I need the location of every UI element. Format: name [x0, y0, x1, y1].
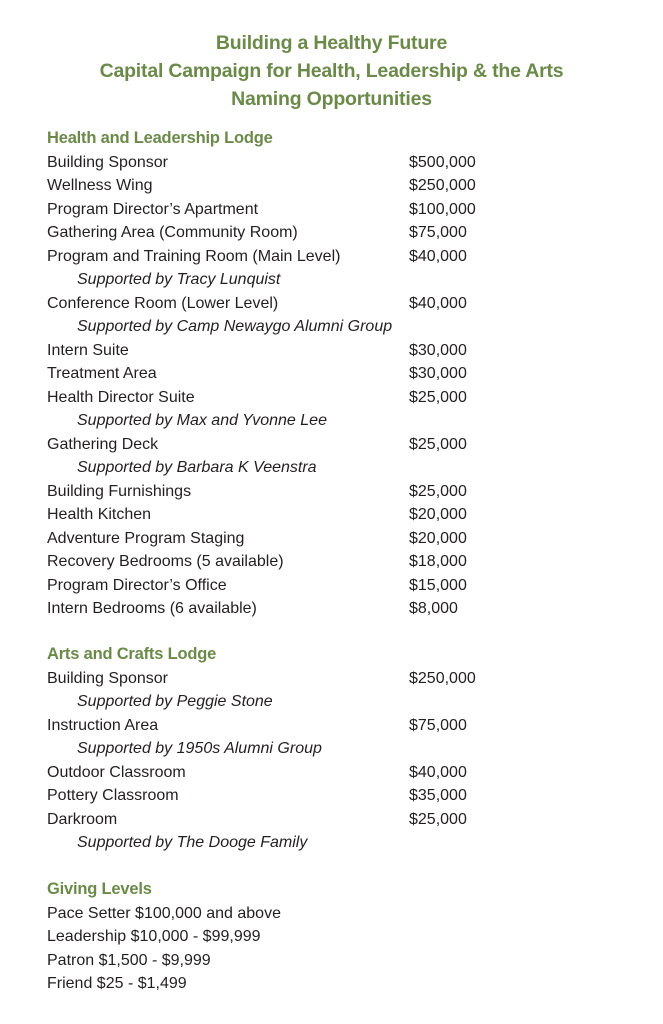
opportunity-name: Conference Room (Lower Level)	[47, 294, 279, 312]
naming-opportunity-row	[47, 221, 567, 245]
campaign-subtitle: Capital Campaign for Health, Leadership & the Arts	[99, 60, 564, 82]
page-header	[0, 29, 663, 113]
opportunity-price: $25,000	[409, 388, 467, 406]
naming-opportunity-row	[47, 714, 567, 738]
giving-level-item: Pace Setter $100,000 and above	[47, 904, 281, 922]
opportunity-price: $250,000	[409, 177, 476, 194]
naming-opportunity-row	[47, 761, 567, 785]
opportunity-price: $15,000	[409, 576, 467, 594]
supporter-note	[47, 456, 567, 480]
supporter-note	[47, 690, 567, 714]
naming-opportunity-row	[47, 527, 567, 551]
opportunity-price: $40,000	[409, 294, 467, 312]
opportunity-price: $40,000	[409, 247, 467, 265]
giving-level-item: Patron $1,500 - $9,999	[47, 951, 211, 969]
giving-level-item: Friend $25 - $1,499	[47, 975, 187, 992]
health-lodge-list	[47, 151, 567, 621]
supporter-name: Supported by Max and Yvonne Lee	[77, 412, 327, 429]
opportunity-name: Building Furnishings	[47, 482, 192, 500]
opportunity-price: $100,000	[409, 200, 476, 218]
naming-opportunity-row	[47, 292, 567, 316]
opportunity-price: $40,000	[409, 763, 467, 781]
naming-opportunity-row	[47, 784, 567, 808]
naming-opportunity-row	[47, 480, 567, 504]
opportunity-name: Building Sponsor	[47, 669, 168, 687]
opportunity-name: Outdoor Classroom	[47, 763, 186, 781]
opportunity-name: Instruction Area	[47, 716, 159, 734]
campaign-title: Building a Healthy Future	[215, 32, 448, 54]
giving-levels-section	[47, 878, 567, 996]
opportunity-name: Treatment Area	[47, 365, 157, 382]
supporter-name: Supported by 1950s Alumni Group	[77, 740, 322, 757]
opportunity-name: Pottery Classroom	[47, 787, 179, 804]
naming-opportunity-row	[47, 550, 567, 574]
opportunity-name: Darkroom	[47, 810, 118, 828]
opportunity-price: $500,000	[409, 153, 476, 171]
supporter-note	[47, 737, 567, 761]
naming-opportunity-row	[47, 667, 567, 691]
supporter-name: Supported by The Dooge Family	[77, 834, 308, 851]
naming-opportunities-heading: Naming Opportunities	[231, 88, 432, 110]
opportunity-name: Health Director Suite	[47, 388, 195, 406]
giving-level-item: Leadership $10,000 - $99,999	[47, 928, 261, 945]
opportunity-price: $250,000	[409, 669, 476, 687]
opportunity-price: $30,000	[409, 341, 467, 359]
opportunity-price: $25,000	[409, 810, 467, 828]
naming-opportunity-row	[47, 245, 567, 269]
supporter-note	[47, 315, 567, 339]
opportunity-name: Intern Suite	[47, 341, 129, 359]
naming-opportunity-row	[47, 151, 567, 175]
naming-opportunity-row	[47, 503, 567, 527]
naming-opportunity-row	[47, 174, 567, 198]
opportunity-price: $8,000	[409, 600, 458, 617]
opportunity-name: Recovery Bedrooms (5 available)	[47, 553, 284, 570]
opportunity-name: Gathering Deck	[47, 435, 159, 453]
opportunity-name: Adventure Program Staging	[47, 529, 245, 547]
arts-lodge-list	[47, 667, 567, 855]
supporter-name: Supported by Barbara K Veenstra	[77, 459, 317, 476]
giving-levels-list	[47, 902, 567, 996]
giving-levels-title: Giving Levels	[47, 880, 152, 898]
naming-opportunity-row	[47, 597, 567, 621]
supporter-name: Supported by Camp Newaygo Alumni Group	[77, 318, 393, 335]
opportunity-name: Health Kitchen	[47, 506, 152, 523]
opportunity-price: $18,000	[409, 553, 467, 570]
naming-opportunity-row	[47, 362, 567, 386]
naming-opportunity-row	[47, 339, 567, 363]
naming-opportunity-row	[47, 574, 567, 598]
opportunity-name: Building Sponsor	[47, 153, 168, 171]
health-lodge-section	[47, 127, 567, 621]
supporter-note	[47, 409, 567, 433]
opportunity-price: $35,000	[409, 787, 467, 804]
supporter-note	[47, 268, 567, 292]
opportunity-price: $20,000	[409, 506, 467, 523]
opportunity-price: $25,000	[409, 435, 467, 453]
supporter-note	[47, 831, 567, 855]
arts-lodge-section	[47, 643, 567, 855]
opportunity-price: $75,000	[409, 224, 467, 241]
naming-opportunity-row	[47, 198, 567, 222]
health-lodge-title: Health and Leadership Lodge	[47, 129, 273, 147]
naming-opportunity-row	[47, 433, 567, 457]
opportunity-price: $20,000	[409, 529, 467, 547]
opportunity-name: Gathering Area (Community Room)	[47, 224, 298, 241]
supporter-name: Supported by Peggie Stone	[77, 693, 273, 710]
naming-opportunity-row	[47, 386, 567, 410]
arts-lodge-title: Arts and Crafts Lodge	[47, 645, 217, 663]
opportunity-price: $75,000	[409, 716, 467, 734]
naming-opportunity-row	[47, 808, 567, 832]
opportunity-name: Intern Bedrooms (6 available)	[47, 600, 257, 617]
opportunity-name: Program Director’s Office	[47, 576, 227, 594]
supporter-name: Supported by Tracy Lunquist	[77, 271, 281, 288]
opportunity-name: Program and Training Room (Main Level)	[47, 247, 341, 265]
opportunity-price: $30,000	[409, 365, 467, 382]
opportunity-name: Wellness Wing	[47, 177, 153, 194]
opportunity-price: $25,000	[409, 482, 467, 500]
opportunity-name: Program Director’s Apartment	[47, 200, 259, 218]
